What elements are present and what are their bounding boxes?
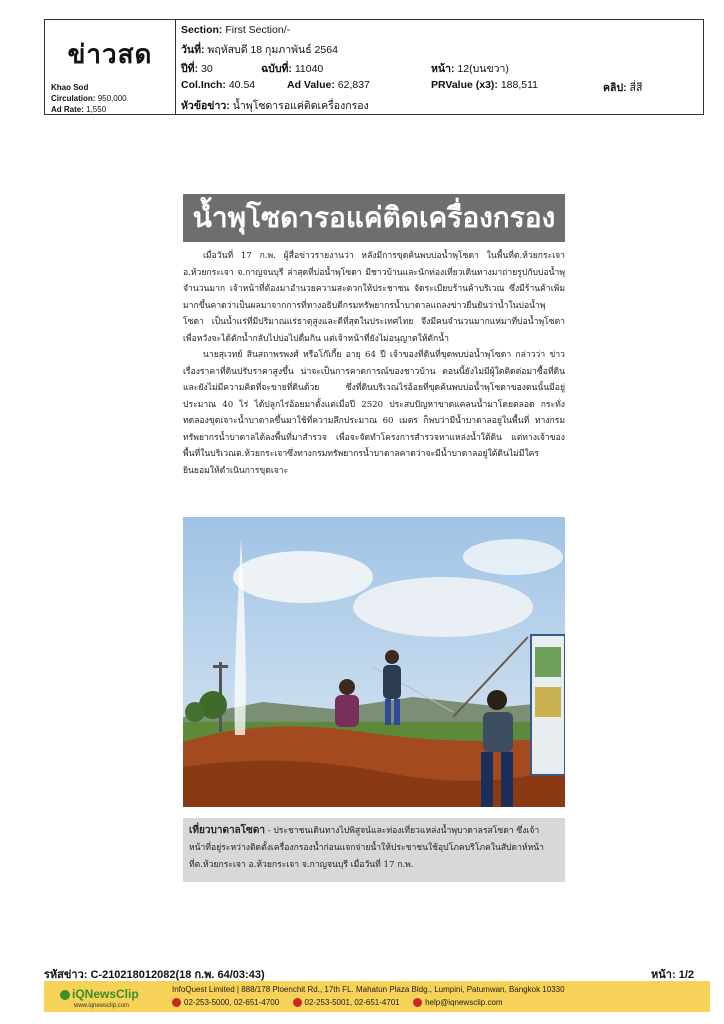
issue-field: ฉบับที่: 11040 <box>261 63 324 75</box>
iqnewsclip-logo <box>58 985 150 1009</box>
article-paragraph: เมื่อวันที่ 17 ก.พ. ผู้สื่อข่าวรายงานว่า หลังมีการขุดค้นพบบ่อน้ำพุโซดา ในพื้นที่ต.ห้วยกระเจา อ.ห้วยกระเจา จ.กาญจนบุรี ล่าสุดที่บ่อน้ำพุโซดา มีชาวบ้านและนักท่องเที่ยวเดินทางมาถ่ายรูปกับบ่อน้ำพุจำนวนมาก เจ้าหน้าที่ต้องมาอำนวยความสะดวกให้ประชาชน จัดระเบียบร้านค้าบริเวณ ซึ่งมีร้านค้าเพิ่มมากขึ้นคาดว่าเป็นผลมาจากการที่ทางอธิบดีกรมทรัพยากรน้ำบาดาลแถลงข่าวยืนยันว่าน้ำในบ่อน้ำพุโซดา เป็นน้ำแร่ที่มีปริมาณแร่ธาตุสูงและดีที่สุดในประเทศไทย จึงมีคนจำนวนมากแห่มาที่บ่อน้ำพุโซดาเพื่อหวังจะได้ตักน้ำกลับไปบ่อไปดื่มกิน แต่เจ้าหน้าที่ยังไม่อนุญาตให้ตักน้ำ <box>183 251 565 344</box>
source-name: Khao Sod <box>51 83 89 92</box>
phone-icon <box>172 998 181 1007</box>
publication-block <box>45 20 176 114</box>
date-field: วันที่: พฤหัสบดี 18 กุมภาพันธ์ 2564 <box>181 44 338 56</box>
topic-field: หัวข้อข่าว: น้ำพุโซดารอแค่ติดเครื่องกรอง <box>181 100 369 112</box>
ad-rate: Ad Rate: 1,550 <box>51 105 107 114</box>
footer-address: InfoQuest Limited | 888/178 Ploenchit Rd., 17th FL. Mahatun Plaza Bldg., Lumpini, Patumwan, Bangkok 10330 <box>172 985 565 994</box>
footer-fax: 02-253-5001, 02-651-4701 <box>304 998 400 1007</box>
year-field: ปีที่: 30 <box>181 63 213 75</box>
caption-text: - ประชาชนเดินทางไปพิสูจน์และท่องเที่ยวแหล่งน้ำพุบาดาลรสโซดา ซึ่งเจ้าหน้าที่อยู่ระหว่างติดตั้งเครื่องกรองน้ำก่อนแจกจ่ายน้ำให้ประชาชนใช้อุปโภคบริโภคในสัปดาห์หน้า ที่ต.ห้วยกระเจา อ.ห้วยกระเจา จ.กาญจนบุรี เมื่อวันที่ 17 ก.พ. <box>189 826 544 870</box>
footer-email[interactable]: help@iqnewsclip.com <box>425 998 503 1007</box>
photo-caption <box>183 818 565 882</box>
footer-phone: 02-253-5000, 02-651-4700 <box>184 998 280 1007</box>
logo-text: iQNewsClip <box>72 987 139 1001</box>
article-paragraph: นายสุเวทย์ สินสถาพรพงศ์ หรือโก๊เกี้ย อายุ 64 ปี เจ้าของที่ดินที่ขุดพบบ่อน้ำพุโซดา กล่าวว่า ข่าวเรื่องราคาที่ดินปรับราคาสูงขึ้น น่าจะเป็นการคาดการณ์ของชาวบ้าน ตอนนี้ยังไม่มีผู้ใดติดต่อมาซื้อที่ดิน และยังไม่มีความคิดที่จะขายที่ดินด้วย ซึ่งที่ดินบริเวณไร่อ้อยที่ขุดค้นพบบ่อน้ำพุโซดาของตนนั้นมีอยู่ประมาณ 40 ไร่ ได้ปลูกไร่อ้อยมาตั้งแต่เมื่อปี 2520 ประสบปัญหาขาดแคลนน้ำมาโดยตลอด กระทั่งทดลองขุดเจาะน้ำบาดาลขึ้นมาใช้ที่ความลึกประมาณ 60 เมตร ก็พบว่ามีน้ำบาดาลอยู่ในพื้นที่ ทางกรมทรัพยากรน้ำบาดาลได้ลงพื้นที่มาสำรวจ เพื่อจะจัดทำโครงการสำรวจหาแหล่งน้ำใต้ดิน แต่ทางเจ้าของพื้นที่ในบริเวณต.ห้วยกระเจาซึ่งทางกรมทรัพยากรน้ำบาดาลคาดว่าจะมีน้ำบาดาลอยู่ใต้ดินไม่มีใครยินยอมให้ดำเนินการขุดเจาะ <box>183 350 565 476</box>
article-headline: น้ำพุโซดารอแค่ติดเครื่องกรอง <box>183 194 565 242</box>
email-icon <box>413 998 422 1007</box>
article-body <box>183 248 565 479</box>
fax-icon <box>293 998 302 1007</box>
clip-color-field: คลิป: สี่สี <box>603 82 643 94</box>
news-code: รหัสข่าว: C-210218012082(18 ก.พ. 64/03:43) <box>44 969 265 981</box>
colinch-field: Col.Inch: 40.54 <box>181 79 256 91</box>
caption-title: เที่ยวบาดาลโซดา <box>189 825 265 836</box>
publication-logo: ข่าวสด <box>67 40 153 70</box>
clip-header <box>44 19 704 115</box>
article-photo <box>183 517 565 807</box>
advalue-field: Ad Value: 62,837 <box>287 79 370 91</box>
section-field: Section: First Section/- <box>181 24 291 36</box>
logo-url: www.iqnewsclip.com <box>74 1003 130 1009</box>
footer-contacts <box>172 998 503 1007</box>
circulation: Circulation: 950,000 <box>51 94 127 103</box>
prvalue-field: PRValue (x3): 188,511 <box>431 79 539 91</box>
page-number: หน้า: 1/2 <box>651 969 694 981</box>
page-field: หน้า: 12(บนขวา) <box>431 63 509 75</box>
